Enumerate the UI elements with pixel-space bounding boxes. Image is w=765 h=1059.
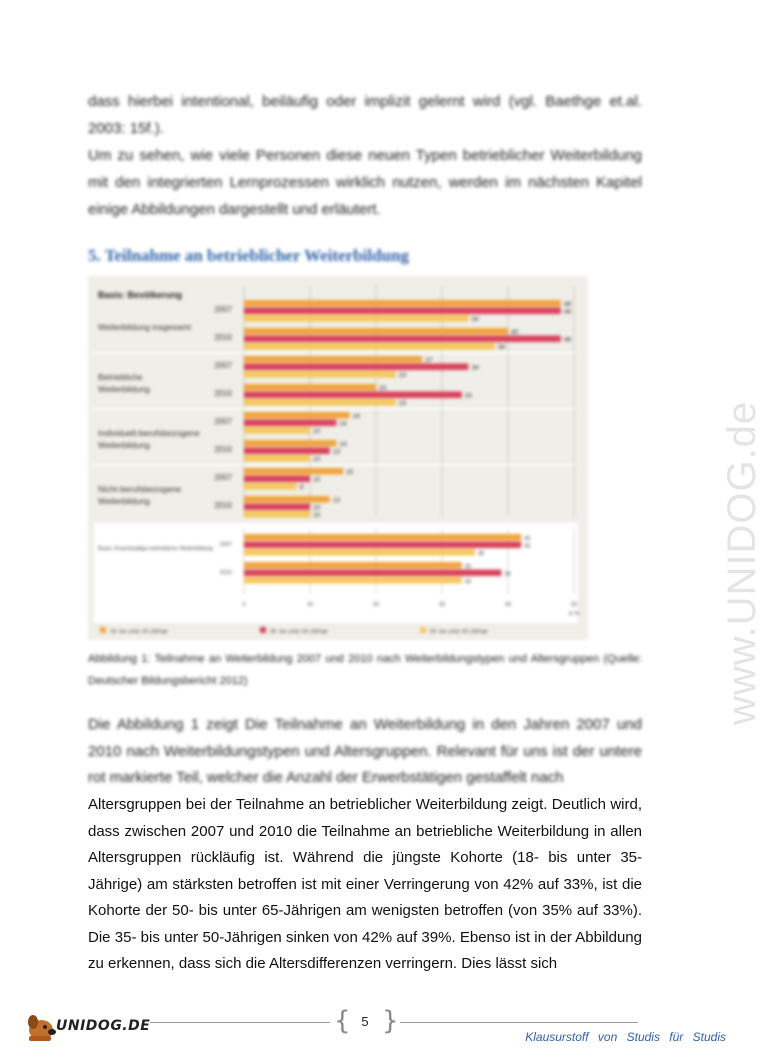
data-label: 34: [471, 364, 479, 372]
footer-tagline: Klausurstoff von Studis für Studis: [525, 1030, 726, 1044]
bar: [244, 534, 521, 541]
bar: [244, 468, 343, 475]
data-label: 16: [352, 413, 360, 420]
figure-chart: [88, 276, 588, 640]
group-label: Weiterbildung: [98, 440, 150, 450]
bar: [244, 549, 475, 556]
legend-swatch: [420, 627, 426, 633]
body-text: Altersgruppen bei der Teilnahme an betrieblicher Weiterbildung zeigt. Deutlich wird, dass zwischen 2007 und 2010 die Teilnahme an betriebliche Weiterbildung in allen Altersgruppen rückläufig ist. Während die jüngste Kohorte (18- bis unter 35-Jährige) am stärksten betroffen ist mit einer Verringerung von 42% auf 33%, ist die Kohorte der 50- bis unter 65-Jährigen am wenigsten betroffen (von 35% auf 33%). Die 35- bis unter 50-Jährigen sinken von 42% auf 39%. Ebenso ist in der Abbildung zu erkennen, dass sich die Altersdifferenzen verringern. Dies lässt sich: [88, 796, 642, 972]
bar: [244, 440, 336, 447]
year-label: 2007: [214, 473, 232, 482]
bar: [244, 427, 310, 434]
bar: [244, 511, 310, 518]
bar: [244, 483, 297, 490]
footer-rule-right: [400, 1022, 638, 1023]
legend-swatch: [100, 627, 106, 633]
group-label: Individuell-berufsbezogene: [98, 428, 200, 438]
unit-label: in %: [568, 611, 580, 617]
section-heading: 5. Teilnahme an betrieblicher Weiterbildung: [88, 246, 409, 265]
tick-label: 20: [372, 602, 380, 608]
chart-subtitle: Basis: Bevölkerung: [98, 290, 183, 300]
footer-rule-left: [150, 1022, 330, 1023]
bar: [244, 399, 396, 406]
data-label: 35: [478, 551, 485, 557]
paragraph-analysis-blurred: Die Abbildung 1 zeigt Die Teilnahme an Weiterbildung in den Jahren 2007 und 2010 nach Weiterbildungstypen und Altersgruppen. Relevant für uns ist der untere rot markierte Teil, welcher die Anzahl der Erwerbstätigen gestaffelt nach: [88, 716, 642, 786]
bar: [244, 455, 310, 462]
year-label: 2010: [214, 333, 232, 342]
bar: [244, 392, 462, 399]
bar: [244, 315, 468, 322]
bar: [244, 562, 462, 569]
tick-label: 0: [242, 602, 246, 608]
data-label: 20: [379, 385, 387, 392]
bar: [244, 364, 468, 371]
figure-caption: Abbildung 1: Teilnahme an Weiterbildung 2007 und 2010 nach Weiterbildungstypen und Altersgruppen (Quelle: Deutscher Bildungsbericht 2012): [88, 653, 642, 687]
data-label: 40: [511, 329, 519, 336]
year-label: 2010: [214, 445, 232, 454]
data-label: 39: [504, 571, 511, 578]
group-label: Weiterbildung insgesamt: [98, 322, 191, 332]
bar: [244, 300, 561, 307]
brace-left: {: [334, 1006, 351, 1036]
bar: [244, 384, 376, 391]
tick-label: 10: [306, 602, 314, 608]
bar: [244, 476, 310, 483]
data-label: 23: [398, 372, 407, 379]
bar: [244, 356, 422, 363]
data-label: 15: [346, 469, 354, 476]
tick-label: 50: [570, 602, 578, 608]
paragraph-intro-2: Um zu sehen, wie viele Personen diese neuen Typen betrieblicher Weiterbildung mit den integrierten Lernprozessen wirklich nutzen, werden im nächsten Kapitel einige Abbildungen dargestellt und erläutert.: [88, 147, 642, 218]
year-label: 2007: [214, 361, 232, 370]
bar: [244, 420, 336, 427]
data-label: 33: [464, 579, 471, 585]
brace-right: }: [382, 1006, 399, 1036]
data-label: 8: [299, 484, 304, 491]
bar: [244, 308, 561, 315]
data-label: 14: [339, 441, 347, 448]
year-label: 2010: [214, 389, 232, 398]
data-label: 10: [313, 504, 321, 512]
bar: [244, 448, 330, 455]
bar-chart: [88, 276, 588, 640]
group-label: Weiterbildung: [98, 384, 150, 394]
data-label: 27: [425, 357, 433, 364]
watermark: www.UNIDOG.de: [720, 400, 764, 725]
data-label: 33: [464, 392, 473, 400]
data-label: 48: [563, 308, 572, 316]
legend-label: 35- bis unter 50-Jährige: [270, 629, 329, 635]
year-label: 2010: [214, 501, 232, 510]
data-label: 48: [563, 336, 572, 344]
data-label: 48: [563, 301, 572, 308]
data-label: 33: [464, 564, 471, 570]
data-label: 23: [398, 400, 407, 407]
data-label: 10: [313, 428, 321, 435]
data-label: 34: [471, 316, 479, 323]
group-label: Weiterbildung: [98, 496, 150, 506]
bar: [244, 542, 521, 549]
data-label: 10: [313, 456, 321, 463]
year-label: 2007: [219, 542, 232, 548]
paragraph-intro: dass hierbei intentional, beiläufig oder implizit gelernt wird (vgl. Baethge et.al. 2003: 15f.).: [88, 93, 642, 137]
group-label: Nicht-berufsbezogene: [98, 484, 182, 494]
bar: [244, 336, 561, 343]
bar: [244, 343, 495, 350]
legend-swatch: [260, 627, 266, 633]
logo-text: UNIDOG.DE: [56, 1018, 151, 1034]
data-label: 42: [524, 536, 531, 542]
data-label: 10: [313, 512, 321, 519]
data-label: 13: [332, 497, 341, 504]
year-label: 2007: [214, 417, 232, 426]
data-label: 14: [339, 420, 347, 428]
legend-label: 50- bis unter 65-Jährige: [430, 629, 489, 635]
bar: [244, 496, 330, 503]
legend-label: 18- bis unter 35-Jährige: [110, 629, 169, 635]
data-label: 42: [524, 543, 531, 550]
bar: [244, 412, 350, 419]
page-number: 5: [361, 1014, 369, 1029]
unidog-logo: [24, 1010, 164, 1046]
bar: [244, 328, 508, 335]
dog-icon: [24, 1010, 58, 1044]
group-label: Betriebliche: [98, 372, 143, 382]
bar: [244, 577, 462, 584]
bar: [244, 371, 396, 378]
tick-label: 40: [504, 602, 512, 608]
data-label: 38: [497, 344, 506, 351]
bar: [244, 570, 501, 577]
year-label: 2010: [219, 570, 232, 576]
bar: [244, 504, 310, 511]
data-label: 13: [332, 448, 341, 456]
lower-subtitle: Basis: Erwerbstätige betriebliche Weiterbildung: [98, 546, 213, 552]
tick-label: 30: [438, 602, 446, 608]
data-label: 10: [313, 476, 321, 484]
year-label: 2007: [214, 305, 232, 314]
